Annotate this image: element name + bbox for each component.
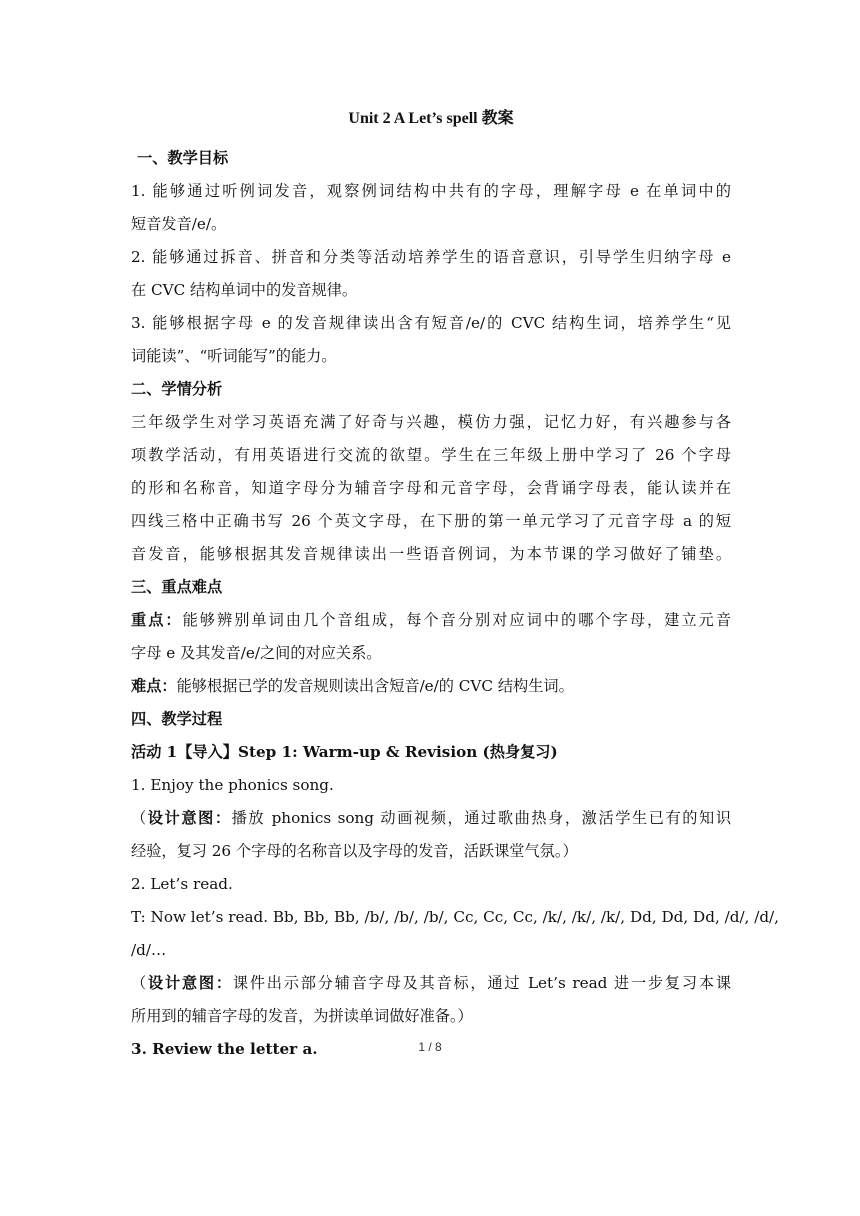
- design-intent-text: 播放 phonics song 动画视频，通过歌曲热身，激活学生已有的知识: [231, 809, 732, 827]
- paragraph-line: [131, 802, 731, 835]
- difficulty-label: 难点：: [131, 677, 177, 695]
- paragraph-line: 在 CVC 结构单词中的发音规律。: [131, 281, 358, 299]
- section-heading-process: 四、教学过程: [131, 710, 223, 728]
- design-note-open: （: [131, 809, 148, 827]
- paragraph-line: 的形和名称音，知道字母分为辅音字母和元音字母，会背诵字母表，能认读并在: [131, 479, 731, 497]
- subsection-heading: 3. Review the letter a.: [131, 1040, 318, 1058]
- document-title: Unit 2 A Let’s spell 教案: [348, 110, 514, 127]
- paragraph-line: 1. 能够通过听例词发音，观察例词结构中共有的字母，理解字母 e 在单词中的: [131, 182, 731, 200]
- section-heading-key-points: 三、重点难点: [131, 578, 223, 596]
- paragraph-line: 1. Enjoy the phonics song.: [131, 776, 334, 794]
- paragraph-line: 2. 能够通过拆音、拼音和分类等活动培养学生的语音意识，引导学生归纳字母 e: [131, 248, 731, 266]
- paragraph-line: 字母 e 及其发音/e/之间的对应关系。: [131, 644, 382, 662]
- paragraph-line: 短音发音/e/。: [131, 215, 227, 233]
- page-number: 1 / 8: [418, 1040, 442, 1054]
- paragraph-line: 3. 能够根据字母 e 的发音规律读出含有短音/e/的 CVC 结构生词，培养学生“见: [131, 314, 731, 332]
- paragraph-line: 项教学活动，有用英语进行交流的欲望。学生在三年级上册中学习了 26 个字母: [131, 446, 731, 464]
- paragraph-line: /d/…: [131, 941, 167, 959]
- section-heading-analysis: 二、学情分析: [131, 380, 223, 398]
- paragraph-line: [131, 967, 731, 1000]
- paragraph-line: 2. Let’s read.: [131, 875, 233, 893]
- paragraph-line: [131, 670, 731, 703]
- paragraph-line: 经验，复习 26 个字母的名称音以及字母的发音，活跃课堂气氛。）: [131, 842, 578, 860]
- design-intent-text: 课件出示部分辅音字母及其音标，通过 Let’s read 进一步复习本课: [232, 974, 732, 992]
- document-body: [131, 108, 779, 1066]
- paragraph-line: 三年级学生对学习英语充满了好奇与兴趣，模仿力强，记忆力好，有兴趣参与各: [131, 413, 731, 431]
- paragraph-line: T: Now let’s read. Bb, Bb, Bb, /b/, /b/, /b/, Cc, Cc, Cc, /k/, /k/, /k/, Dd, Dd, Dd, /d/, /d/,: [131, 908, 779, 926]
- paragraph-line: 音发音，能够根据其发音规律读出一些语音例词，为本节课的学习做好了铺垫。: [131, 545, 731, 563]
- key-point-text: 能够辨别单词由几个音组成，每个音分别对应词中的哪个字母，建立元音: [182, 611, 732, 629]
- paragraph-line: 所用到的辅音字母的发音，为拼读单词做好准备。）: [131, 1007, 473, 1025]
- activity-heading: 活动 1【导入】Step 1: Warm-up & Revision (热身复习): [131, 743, 558, 761]
- paragraph-line: 四线三格中正确书写 26 个英文字母，在下册的第一单元学习了元音字母 a 的短: [131, 512, 731, 530]
- paragraph-line: 词能读”、“听词能写”的能力。: [131, 347, 337, 365]
- paragraph-line: [131, 604, 731, 637]
- difficulty-text: 能够根据已学的发音规则读出含短音/e/的 CVC 结构生词。: [176, 677, 574, 695]
- design-intent-label: 设计意图：: [147, 974, 233, 992]
- section-heading-objectives: 一、教学目标: [137, 149, 229, 167]
- design-note-open: （: [131, 974, 148, 992]
- key-point-label: 重点：: [131, 611, 183, 629]
- design-intent-label: 设计意图：: [147, 809, 232, 827]
